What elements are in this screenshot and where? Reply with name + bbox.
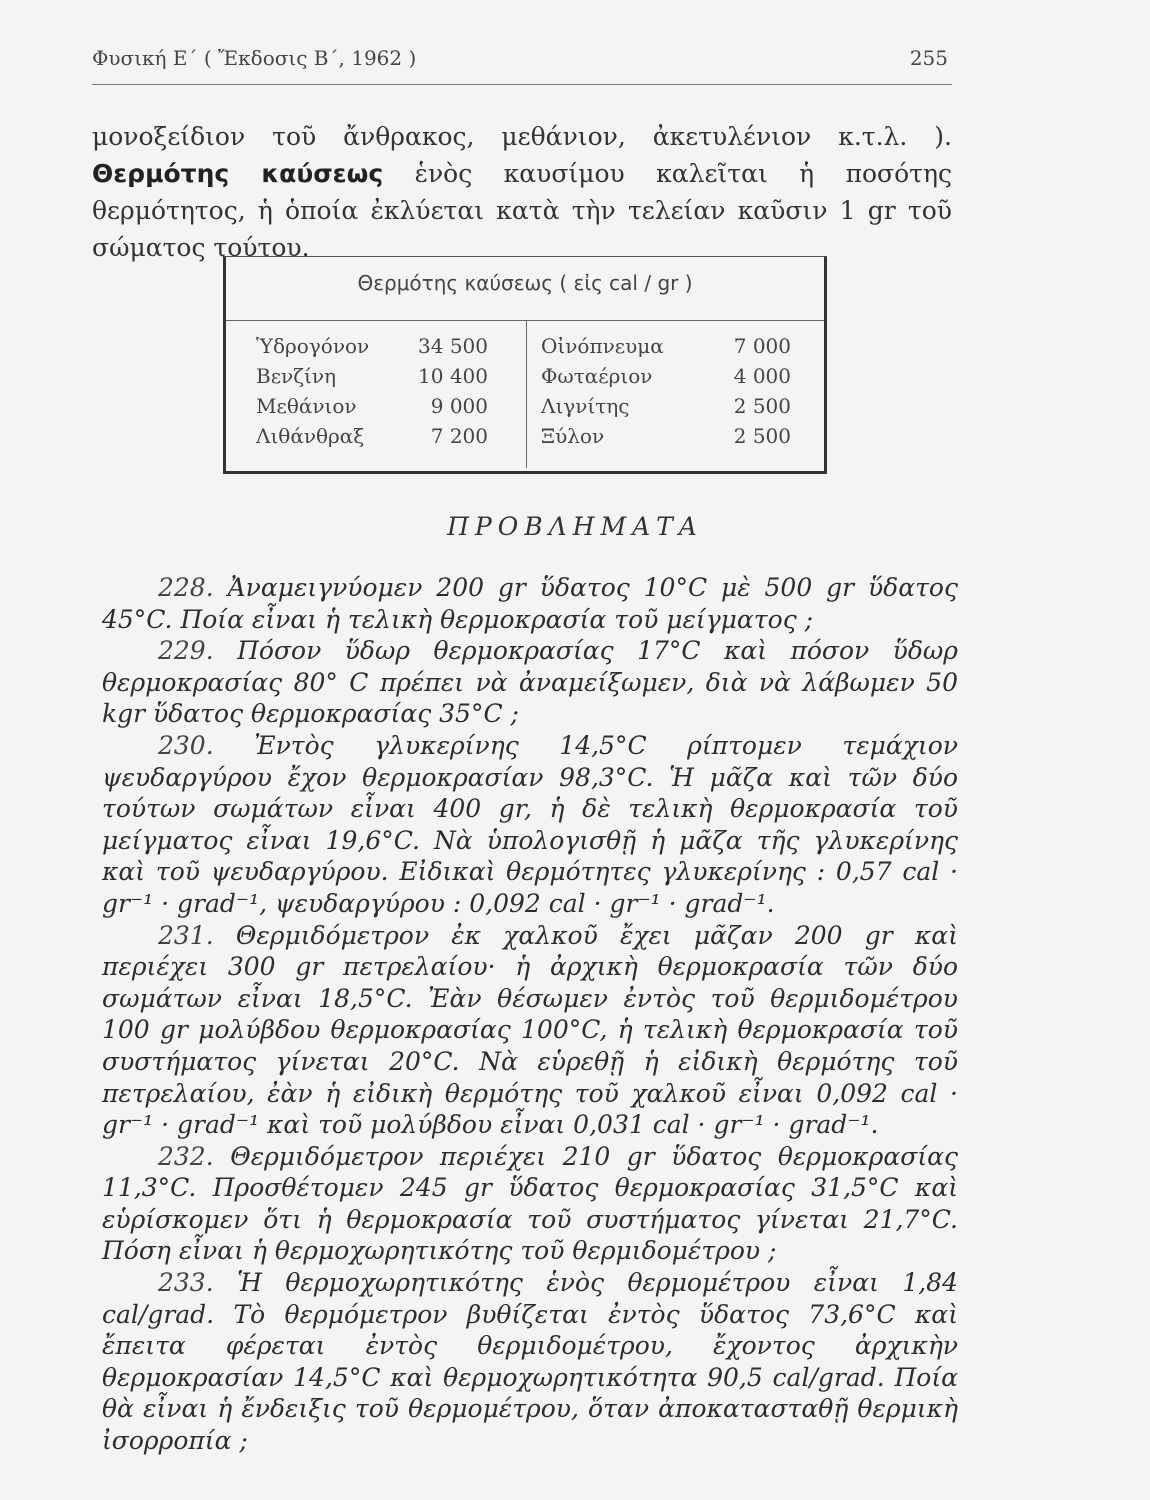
fuel-value: 2 500 — [733, 424, 791, 448]
page-number: 255 — [909, 46, 948, 70]
fuel-name: Λιγνίτης — [541, 394, 630, 418]
problem-text: Ἀναμειγνύομεν 200 gr ὕδατος 10°C μὲ 500 gr ὕδατος 45°C. Ποία εἶναι ἡ τελικὴ θερμοκρασία τοῦ μείγματος ; — [102, 573, 958, 634]
intro-text-after: ἑνὸς καυσίμου καλεῖται ἡ ποσότης θερμότητος, ἡ ὁποία ἐκλύεται κατὰ τὴν τελείαν καῦσιν 1 gr τοῦ σώματος τούτου. — [92, 159, 952, 262]
problem-number: 233. — [158, 1268, 214, 1298]
problems-list — [102, 572, 958, 1457]
fuel-name: Φωταέριον — [541, 364, 653, 388]
table-row — [541, 334, 791, 364]
table-title: Θερμότης καύσεως ( εἰς cal / gr ) — [357, 271, 693, 295]
fuel-value: 34 500 — [418, 334, 488, 358]
table-row — [256, 364, 488, 394]
fuel-name: Μεθάνιον — [256, 394, 357, 418]
problem-text: Θερμιδόμετρον ἐκ χαλκοῦ ἔχει μᾶζαν 200 gr καὶ περιέχει 300 gr πετρελαίου· ἡ ἀρχικὴ θερμοκρασία τῶν δύο σωμάτων εἶναι 18,5°C. Ἐὰν θέσωμεν ἐντὸς τοῦ θερμιδομέτρου 100 gr μολύβδου θερμοκρασίας 100°C, ἡ τελικὴ θερμοκρασία τοῦ συστήματος γίνεται 20°C. Νὰ εὑρεθῇ ἡ εἰδικὴ θερμότης τοῦ πετρελαίου, ἐὰν ἡ εἰδικὴ θερμότης τοῦ χαλκοῦ εἶναι 0,092 cal · gr⁻¹ · grad⁻¹ καὶ τοῦ μολύβδου εἶναι 0,031 cal · gr⁻¹ · grad⁻¹. — [102, 920, 958, 1140]
problem-number: 228. — [158, 573, 214, 602]
problem-text: Θερμιδόμετρον περιέχει 210 gr ὕδατος θερμοκρασίας 11,3°C. Προσθέτομεν 245 gr ὕδατος θερμοκρασίας 31,5°C καὶ εὑρίσκομεν ὅτι ἡ θερμοκρασία τοῦ συστήματος γίνεται 21,7°C. Πόση εἶναι ἡ θερμοχωρητικότης τοῦ θερμιδομέτρου ; — [102, 1141, 959, 1266]
intro-term: Θερμότης καύσεως — [92, 159, 384, 188]
table-row — [256, 334, 488, 364]
problem-text: Ἡ θερμοχωρητικότης ἑνὸς θερμομέτρου εἶναι 1,84 cal/grad. Τὸ θερμόμετρον βυθίζεται ἐντὸς ὕδατος 73,6°C καὶ ἔπειτα φέρεται ἐντὸς θερμιδομέτρου, ἔχοντος ἀρχικὴν θερμοκρασίαν 14,5°C καὶ θερμοχωρητικότητα 90,5 cal/grad. Ποία θὰ εἶναι ἡ ἔνδειξις τοῦ θερμομέτρου, ὅταν ἀποκατασταθῇ θερμικὴ ἰσορροπία ; — [102, 1268, 958, 1456]
intro-text-before: μονοξείδιον τοῦ ἄνθρακος, μεθάνιον, ἀκετυλένιον κ.τ.λ. ). — [92, 122, 952, 151]
fuel-name: Ξύλον — [541, 424, 605, 448]
heat-of-combustion-table — [223, 256, 827, 474]
table-row — [541, 424, 791, 454]
header-rule — [92, 84, 952, 85]
fuel-name: Ὑδρογόνον — [256, 334, 370, 358]
fuel-value: 4 000 — [733, 364, 791, 388]
table-row — [541, 364, 791, 394]
intro-paragraph — [92, 118, 952, 266]
fuel-name: Οἰνόπνευμα — [541, 334, 664, 358]
fuel-value: 2 500 — [733, 394, 791, 418]
problem-item — [102, 920, 958, 1141]
problem-item — [102, 1141, 958, 1267]
problem-number: 231. — [158, 920, 214, 950]
problem-text: Ἐντὸς γλυκερίνης 14,5°C ρίπτομεν τεμάχιον ψευδαργύρου ἔχον θερμοκρασίαν 98,3°C. Ἡ μᾶζα καὶ τῶν δύο τούτων σωμάτων εἶναι 400 gr, ἡ δὲ τελικὴ θερμοκρασία τοῦ μείγματος εἶναι 19,6°C. Νὰ ὑπολογισθῇ ἡ μᾶζα τῆς γλυκερίνης καὶ τοῦ ψευδαργύρου. Εἰδικαὶ θερμότητες γλυκερίνης : 0,57 cal · gr⁻¹ · grad⁻¹, ψευδαργύρου : 0,092 cal · gr⁻¹ · grad⁻¹. — [102, 730, 958, 918]
table-column-divider — [526, 320, 527, 468]
table-row — [541, 394, 791, 424]
fuel-name: Βενζίνη — [256, 364, 337, 388]
problem-number: 230. — [158, 730, 214, 760]
table-row — [256, 394, 488, 424]
fuel-value: 7 000 — [733, 334, 791, 358]
problem-item — [102, 635, 958, 730]
fuel-value: 10 400 — [418, 364, 488, 388]
section-title: ΠΡΟΒΛΗΜΑΤΑ — [447, 512, 703, 541]
fuel-name: Λιθάνθραξ — [256, 424, 365, 448]
table-header-rule — [226, 320, 824, 321]
problem-item — [102, 730, 958, 920]
table-row — [256, 424, 488, 454]
problem-text: Πόσον ὕδωρ θερμοκρασίας 17°C καὶ πόσον ὕδωρ θερμοκρασίας 80° C πρέπει νὰ ἀναμείξωμεν, διὰ νὰ λάβωμεν 50 kgr ὕδατος θερμοκρασίας 35°C ; — [102, 636, 959, 729]
problem-number: 229. — [158, 636, 214, 666]
problem-number: 232. — [158, 1141, 214, 1171]
problem-item — [102, 572, 958, 635]
problem-item — [102, 1267, 958, 1457]
header-title: Φυσική Ε΄ ( Ἔκδοσις Β΄, 1962 ) — [92, 46, 417, 70]
fuel-value: 9 000 — [430, 394, 488, 418]
running-header — [92, 46, 952, 76]
fuel-value: 7 200 — [430, 424, 488, 448]
